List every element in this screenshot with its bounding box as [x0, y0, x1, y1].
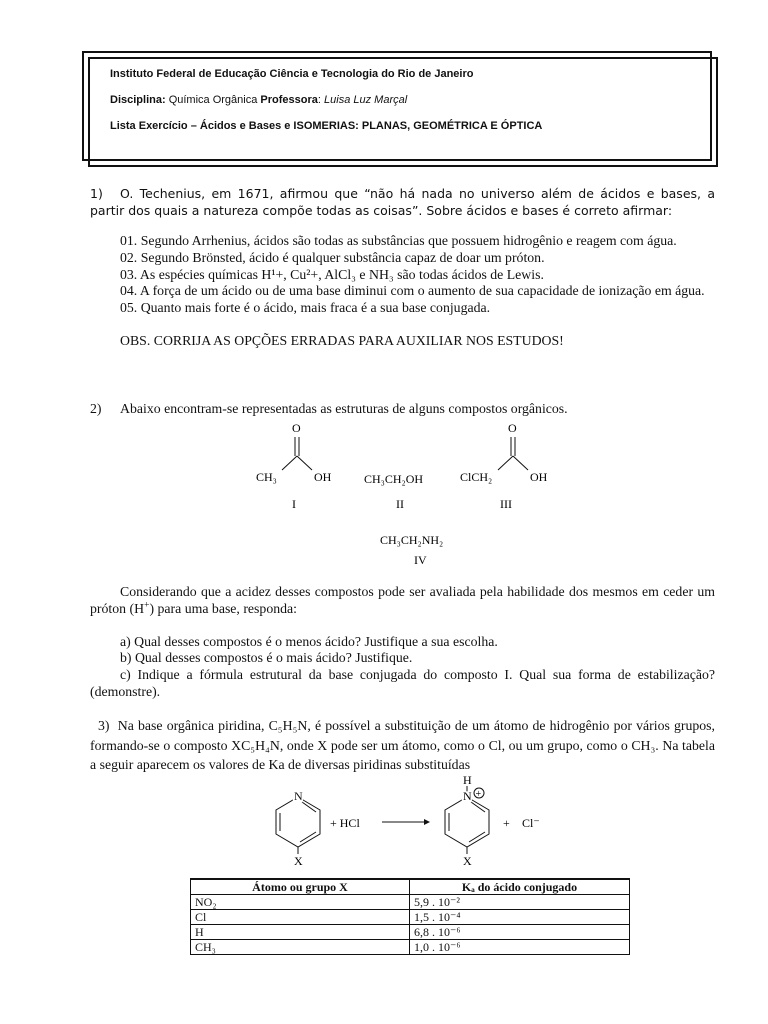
- q2-intro-block: [90, 401, 715, 418]
- plus-hcl: + HCl: [330, 816, 360, 830]
- table-row: [191, 940, 630, 955]
- discipline-line: Disciplina: Química Orgânica Professora: Luisa Luz Marçal: [110, 94, 408, 106]
- q1-option-05: 05. Quanto mais forte é o ácido, mais fraca é a sua base conjugada.: [120, 300, 491, 316]
- chloride-ion: Cl⁻: [522, 816, 540, 830]
- q3-text: Na base orgânica piridina, C₅H₅N, é possível a substituição de um átomo de hidrogênio por vários grupos, formando-se o composto XC₅H₄N, onde X pode ser um átomo, como o Cl, ou um grupo, como o CH₃. Na tabela a seguir aparecem os valores de Ka de diversas piridinas substituídas: [90, 718, 715, 772]
- pyridinium-x: X: [463, 854, 472, 868]
- pyridinium-n: N: [463, 789, 472, 803]
- q1-option-01: 01. Segundo Arrhenius, ácidos são todas as substâncias que possuem hidrogênio e reagem com água.: [120, 233, 677, 248]
- q3-block: [90, 716, 715, 775]
- pyridinium-h: H: [463, 773, 472, 787]
- q3-reaction: [258, 772, 558, 870]
- table-cell-group: H: [191, 925, 410, 940]
- q2-item-b: b) Qual desses compostos é o mais ácido? Justifique.: [120, 650, 413, 666]
- q2-number: 2): [90, 401, 102, 416]
- professor-value: Luisa Luz Marçal: [324, 94, 408, 106]
- institution: Instituto Federal de Educação Ciência e Tecnologia do Rio de Janeiro: [110, 68, 474, 80]
- q1-option-04: 04. A força de um ácido ou de uma base diminui com o aumento de sua capacidade de ionização em água.: [120, 283, 705, 299]
- q2-intro: Abaixo encontram-se representadas as estruturas de alguns compostos orgânicos.: [120, 401, 568, 416]
- q2-structures: [240, 418, 570, 570]
- q2-context-a: Considerando que a acidez desses compostos pode ser avaliada pela habilidade dos mesmos em ceder um próton (H: [90, 584, 715, 616]
- table-cell-ka: 1,5 . 10⁻⁴: [410, 910, 630, 925]
- table-cell-ka: 5,9 . 10⁻²: [410, 895, 630, 910]
- table-cell-group: CH₃: [191, 940, 410, 955]
- s2-formula: CH₃CH₂OH: [364, 472, 424, 486]
- table-header-ka: Kₐ do ácido conjugado: [410, 879, 630, 895]
- plus-2: +: [503, 816, 510, 830]
- s1-oxygen: O: [292, 421, 301, 435]
- q1-obs: OBS. CORRIJA AS OPÇÕES ERRADAS PARA AUXILIAR NOS ESTUDOS!: [120, 332, 564, 348]
- table-cell-group: Cl: [191, 910, 410, 925]
- header: [110, 67, 700, 145]
- positive-charge: +: [475, 789, 482, 800]
- s1-left: CH₃: [256, 470, 277, 484]
- q2-item-c: c) Indique a fórmula estrutural da base conjugada do composto I. Qual sua forma de estabilização? (demonstre).: [90, 667, 715, 699]
- q1-options: [90, 233, 715, 350]
- discipline-value: Química Orgânica: [168, 94, 258, 106]
- s1-right: OH: [314, 470, 332, 484]
- s3-label: III: [500, 497, 512, 511]
- pyridine-x: X: [294, 854, 303, 868]
- s3-left: ClCH₂: [460, 470, 493, 484]
- q1-intro-block: [90, 186, 715, 220]
- q3-number: 3): [98, 718, 110, 733]
- q2-item-a: a) Qual desses compostos é o menos ácido? Justifique a sua escolha.: [120, 633, 498, 649]
- s4-formula: CH₃CH₂NH₂: [380, 533, 444, 547]
- q2-context: [90, 584, 715, 618]
- s3-oxygen: O: [508, 421, 517, 435]
- table-row: [191, 895, 630, 910]
- ka-table: [190, 878, 630, 955]
- s3-right: OH: [530, 470, 548, 484]
- table-row: [191, 925, 630, 940]
- q1-number: 1): [90, 186, 103, 201]
- q2-body: [90, 584, 715, 701]
- table-row: [191, 910, 630, 925]
- s1-label: I: [292, 497, 296, 511]
- discipline-label: Disciplina:: [110, 94, 166, 106]
- table-header-group: Átomo ou grupo X: [191, 879, 410, 895]
- table-cell-group: NO₂: [191, 895, 410, 910]
- pyridine-n: N: [294, 789, 303, 803]
- q1-intro: O. Techenius, em 1671, afirmou que “não há nada no universo além de ácidos e bases, a partir dos quais a natureza compõe todas as coisas”. Sobre ácidos e bases é correto afirmar:: [90, 186, 715, 218]
- q2-context-sup: +: [144, 599, 150, 611]
- table-cell-ka: 6,8 . 10⁻⁶: [410, 925, 630, 940]
- q2-context-b: ) para uma base, responda:: [149, 600, 297, 616]
- s4-label: IV: [414, 553, 427, 567]
- s2-label: II: [396, 497, 404, 511]
- table-header-row: [191, 879, 630, 895]
- q1-option-02: 02. Segundo Brönsted, ácido é qualquer substância capaz de doar um próton.: [120, 249, 545, 265]
- q1-option-03: 03. As espécies químicas H¹+, Cu²+, AlCl₃ e NH₃ são todas ácidos de Lewis.: [120, 266, 544, 282]
- professor-label: Professora: [260, 94, 318, 106]
- list-title: Lista Exercício – Ácidos e Bases e ISOMERIAS: PLANAS, GEOMÉTRICA E ÓPTICA: [110, 120, 543, 132]
- table-cell-ka: 1,0 . 10⁻⁶: [410, 940, 630, 955]
